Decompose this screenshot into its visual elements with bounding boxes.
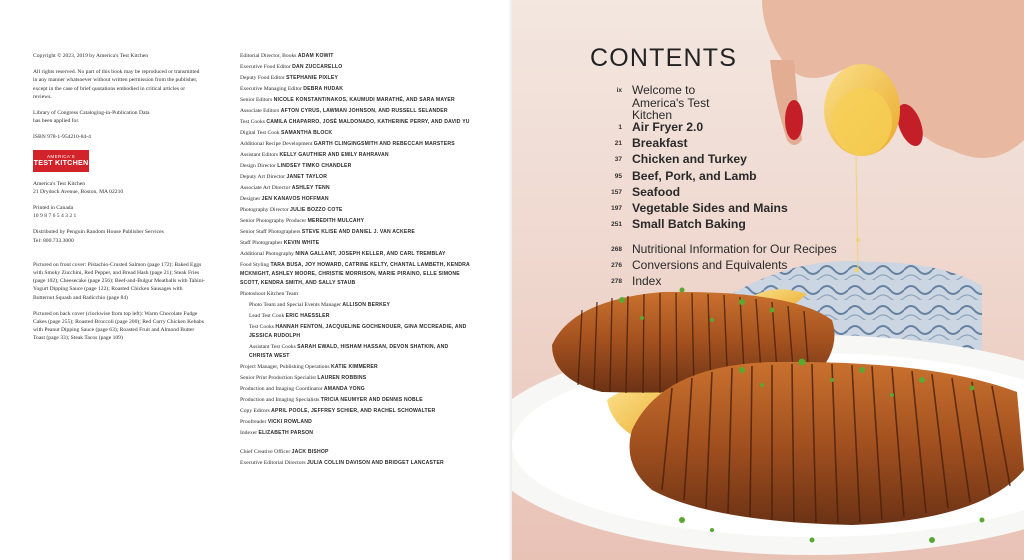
toc-entry <box>590 170 757 183</box>
logo-line-1: AMERICA'S <box>47 154 75 160</box>
toc-page-number: 157 <box>611 189 622 196</box>
credit-names: ERIC HAESSLER <box>285 313 330 319</box>
credit-line <box>240 52 472 61</box>
toc-page-number: ix <box>616 87 622 94</box>
credit-role: Test Cooks <box>249 324 274 330</box>
credit-role: Food Styling <box>240 262 270 268</box>
credit-role: Senior Editors <box>240 97 273 103</box>
credit-role: Deputy Food Editor <box>240 75 285 81</box>
credit-line <box>240 407 472 416</box>
credit-role: Photoshoot Kitchen Team <box>240 291 298 297</box>
toc-chapter-title: Vegetable Sides and Mains <box>632 201 788 215</box>
rights-statement: All rights reserved. No part of this book may be reproduced or transmitted in any manner whatsoever without written permission from the publisher, except in the case of brief quotations embodied in critical articles or reviews. <box>33 69 200 100</box>
credit-names: CAMILA CHAPARRO, JOSÉ MALDONADO, KATHERINE PERRY, AND DAVID YU <box>266 119 470 125</box>
credit-role: Editorial Director, Books <box>240 53 297 59</box>
credit-role: Production and Imaging Specialists <box>240 397 320 403</box>
credit-line <box>240 162 472 171</box>
toc-chapter-title: Beef, Pork, and Lamb <box>632 169 757 183</box>
credit-names: AMANDA YONG <box>323 386 365 392</box>
contents-title: CONTENTS <box>590 44 738 72</box>
credit-line <box>240 118 472 127</box>
loc-line-1: Library of Congress Cataloging-in-Publication Data <box>33 110 150 117</box>
toc-chapter-title: Small Batch Baking <box>632 217 746 231</box>
credit-role: Senior Staff Photographers <box>240 229 301 235</box>
toc-chapter-title: Air Fryer 2.0 <box>632 120 704 134</box>
credit-role: Indexer <box>240 430 258 436</box>
toc-page-number: 251 <box>611 221 622 228</box>
credit-names: ALLISON BERKEY <box>342 302 391 308</box>
credit-line <box>240 140 472 149</box>
credit-names: ASHLEY TENN <box>291 185 330 191</box>
toc-page-number: 268 <box>611 246 622 253</box>
credit-role: Deputy Art Director <box>240 174 286 180</box>
atk-logo <box>33 150 89 172</box>
toc-chapter-title: Index <box>632 274 662 288</box>
front-cover-caption: Pictured on front cover: Pistachio-Crusted Salmon (page 172); Baked Eggs with Smoky Zucchini, Red Pepper, and Bread Hash (page 21); Steak Fries (page 102); Cheesecake (page 256); Beef-and-Bulgur Meatballs with Tahini-Yogurt Dipping Sauce (page 122); Roasted Chicken Sausages with Butternut Squash and Radicchio (page 84) <box>33 261 205 301</box>
toc-page-number: 21 <box>614 140 622 147</box>
credit-role: Design Director <box>240 163 276 169</box>
toc-chapter-title: Chicken and Turkey <box>632 152 747 166</box>
credit-line <box>240 323 472 341</box>
credit-names: GARTH CLINGINGSMITH AND REBECCAH MARSTERS <box>313 141 455 147</box>
credit-line <box>240 74 472 83</box>
credit-line <box>240 206 472 215</box>
distributor: Distributed by Penguin Random House Publisher Services <box>33 229 164 236</box>
credit-line <box>240 151 472 160</box>
credit-line <box>240 228 472 237</box>
credit-line <box>240 459 472 468</box>
credit-line <box>240 195 472 204</box>
credit-names: JANET TAYLOR <box>286 174 328 180</box>
credit-names: KATIE KIMMERER <box>330 364 378 370</box>
credit-line <box>240 173 472 182</box>
credit-line <box>240 107 472 116</box>
credit-names: TARA BUSA, JOY HOWARD, CATRINE KELTY, CHANTAL LAMBETH, KENDRA MCKNIGHT, ASHLEY MOORE, CHRISTIE MORRISON, MARIE PIRAINO, ELLE SIMONE SCOTT, KENDRA SMITH, AND SALLY STAUB <box>240 262 470 286</box>
credit-names: NICOLE KONSTANTINAKOS, KAUMUDI MARATHÉ, AND SARA MAYER <box>273 97 455 103</box>
credit-line <box>240 63 472 72</box>
credits-gap <box>240 440 472 448</box>
credit-line <box>240 85 472 94</box>
credit-role: Executive Food Editor <box>240 64 291 70</box>
credit-line <box>240 96 472 105</box>
credit-line <box>240 363 472 372</box>
credit-names: STEPHANIE PIXLEY <box>286 75 339 81</box>
credit-role: Assistant Test Cooks <box>249 344 296 350</box>
credit-role: Project Manager, Publishing Operations <box>240 364 330 370</box>
credit-line <box>240 343 472 361</box>
toc-entry <box>590 259 787 272</box>
distributor-tel: Tel: 800.733.3000 <box>33 237 74 244</box>
credit-names: HANNAH FENTON, JACQUELINE GOCHENOUER, GINA MCCREADIE, AND JESSICA RUDOLPH <box>249 324 467 339</box>
credit-role: Executive Managing Editor <box>240 86 302 92</box>
credit-names: APRIL POOLE, JEFFREY SCHIER, AND RACHEL SCHOWALTER <box>271 408 436 414</box>
toc-entry <box>590 218 746 231</box>
credit-line <box>240 312 472 321</box>
credit-line <box>240 396 472 405</box>
credit-role: Executive Editorial Directors <box>240 460 306 466</box>
credit-names: VICKI ROWLAND <box>267 419 313 425</box>
credit-names: JACK BISHOP <box>291 449 329 455</box>
toc-chapter-title: Conversions and Equivalents <box>632 258 788 272</box>
credit-role: Additional Photography <box>240 251 294 257</box>
credit-line <box>240 290 472 299</box>
credit-names: ELIZABETH PARSON <box>258 430 314 436</box>
credit-line <box>240 129 472 138</box>
staff-credits <box>240 52 472 470</box>
toc-entry <box>590 137 688 150</box>
credit-line <box>240 184 472 193</box>
toc-page-number: 278 <box>611 278 622 285</box>
toc-entry <box>590 275 661 288</box>
credit-line <box>240 239 472 248</box>
logo-line-2: TEST KITCHEN <box>33 158 89 168</box>
toc-page-number: 37 <box>614 156 622 163</box>
toc-page-number: 276 <box>611 262 622 269</box>
credit-role: Associate Art Director <box>240 185 291 191</box>
credit-role: Chief Creative Officer <box>240 449 291 455</box>
credit-line <box>240 374 472 383</box>
right-page <box>512 0 1024 560</box>
credit-line <box>240 217 472 226</box>
print-run: 10 9 8 7 6 5 4 3 2 1 <box>33 213 77 220</box>
credit-line <box>240 301 472 310</box>
toc-chapter-title: Welcome to America's Test Kitchen <box>632 83 710 122</box>
credit-names: TRICIA NEUMYER AND DENNIS NOBLE <box>320 397 423 403</box>
credit-role: Digital Test Cook <box>240 130 280 136</box>
credit-role: Assistant Editors <box>240 152 279 158</box>
credit-names: JEN KANAVOS HOFFMAN <box>261 196 329 202</box>
credit-role: Associate Editors <box>240 108 280 114</box>
credit-role: Staff Photographer <box>240 240 283 246</box>
credit-names: ADAM KOWIT <box>297 53 334 59</box>
credit-names: KEVIN WHITE <box>283 240 320 246</box>
toc-page-number: 1 <box>618 124 622 131</box>
credit-names: STEVE KLISE AND DANIEL J. VAN ACKERE <box>301 229 415 235</box>
toc-page-number: 95 <box>614 173 622 180</box>
printed-in: Printed in Canada <box>33 205 74 212</box>
credit-role: Senior Print Production Specialist <box>240 375 316 381</box>
toc-entry <box>590 121 703 134</box>
credit-line <box>240 261 472 288</box>
publisher-name: America's Test Kitchen <box>33 180 86 187</box>
credit-role: Designer <box>240 196 261 202</box>
back-cover-caption: Pictured on back cover (clockwise from top left): Warm Chocolate Fudge Cakes (page 255); Roasted Broccoli (page 200); Red Curry Chicken Kebabs with Peanut Dipping Sauce (page 63); Roasted Fruit and Almond Butter Toast (page 33); Steak Tacos (page 109) <box>33 310 204 342</box>
credit-role: Proofreader <box>240 419 267 425</box>
publisher-address: 21 Drydock Avenue, Boston, MA 02210 <box>33 188 124 195</box>
toc-page-number: 197 <box>611 205 622 212</box>
hasselback-potatoes-photo <box>512 0 1024 560</box>
credit-role: Senior Photography Producer <box>240 218 307 224</box>
credit-names: KELLY GAUTHIER AND EMILY RAHRAVAN <box>279 152 389 158</box>
credit-line <box>240 429 472 438</box>
credit-role: Lead Test Cook <box>249 313 285 319</box>
isbn: ISBN 978-1-954210-84-4 <box>33 134 91 141</box>
toc-entry <box>590 186 680 199</box>
credit-names: LINDSEY TIMKO CHANDLER <box>277 163 352 169</box>
credit-role: Photo Team and Special Events Manager <box>249 302 341 308</box>
loc-line-2: has been applied for. <box>33 118 80 125</box>
credit-names: LAUREN ROBBINS <box>317 375 367 381</box>
credit-names: DAN ZUCCARELLO <box>292 64 343 70</box>
credit-names: MEREDITH MULCAHY <box>307 218 365 224</box>
credit-line <box>240 250 472 259</box>
credit-role: Copy Editors <box>240 408 270 414</box>
credit-names: AFTON CYRUS, LAWMAN JOHNSON, AND RUSSELL SELANDER <box>280 108 448 114</box>
credit-role: Test Cooks <box>240 119 265 125</box>
credit-names: SARAH EWALD, HISHAM HASSAN, DEVON SHATKIN, AND CHRISTA WEST <box>249 344 449 359</box>
credit-names: JULIA COLLIN DAVISON AND BRIDGET LANCASTER <box>306 460 444 466</box>
credit-role: Photography Director <box>240 207 289 213</box>
copyright-line: Copyright © 2023, 2019 by America's Test Kitchen <box>33 53 149 59</box>
toc-entry <box>590 153 747 166</box>
credit-role: Production and Imaging Coordinator <box>240 386 323 392</box>
toc-entry <box>590 243 837 256</box>
toc-entry <box>590 202 788 215</box>
credit-line <box>240 448 472 457</box>
credit-names: JULIE BOZZO COTE <box>290 207 343 213</box>
credit-line <box>240 418 472 427</box>
copyright-block <box>33 52 205 351</box>
credit-line <box>240 385 472 394</box>
credit-names: NINA GALLANT, JOSEPH KELLER, AND CARL TREMBLAY <box>295 251 446 257</box>
toc-entry <box>590 84 744 122</box>
credit-role: Additional Recipe Development <box>240 141 313 147</box>
toc-chapter-title: Breakfast <box>632 136 688 150</box>
toc-chapter-title: Seafood <box>632 185 681 199</box>
credit-names: DEBRA HUDAK <box>303 86 344 92</box>
credit-names: SAMANTHA BLOCK <box>281 130 333 136</box>
toc-chapter-title: Nutritional Information for Our Recipes <box>632 242 837 256</box>
